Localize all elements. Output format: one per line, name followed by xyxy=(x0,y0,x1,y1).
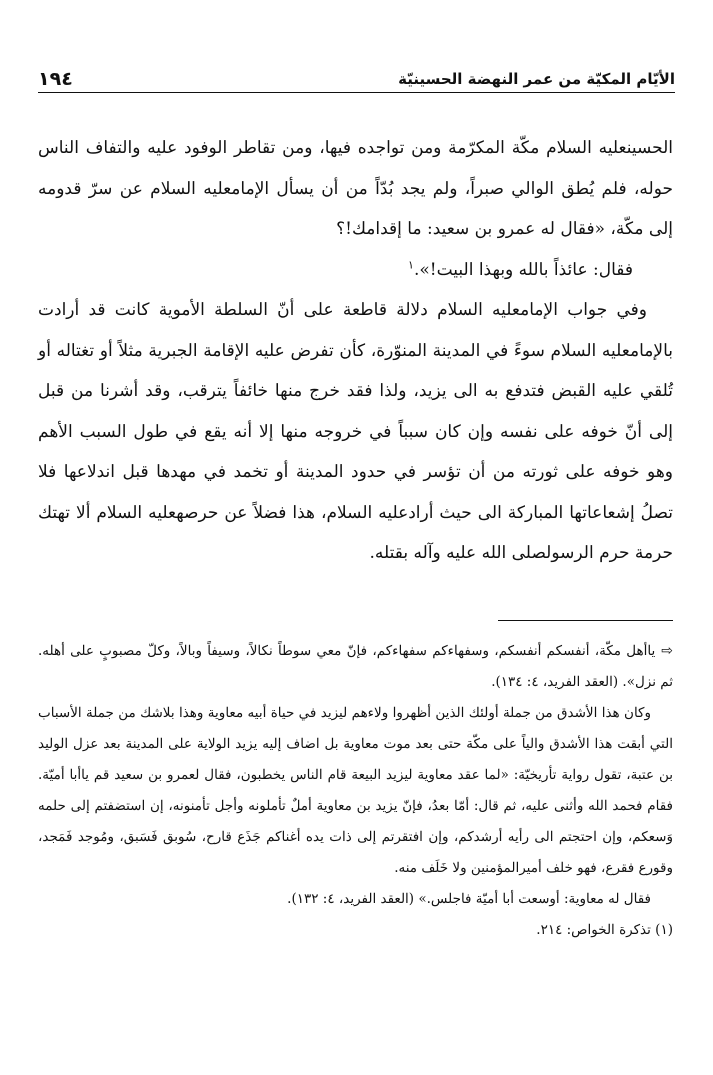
footnotes xyxy=(38,636,673,946)
footnote-text-1: ياأهل مكّة، أنفسكم أنفسكم، وسفهاءكم سفهاءكم، فإنّ معي سوطاً نكالاً، وسيفاً وبالاً، وكلّ مصبوبٍ على أهله. ثم نزل». (العقد الفريد، ٤: ١٣٤). xyxy=(38,643,673,690)
paragraph-1: الحسينعليه السلام مكّة المكرّمة ومن تواجده فيها، ومن تقاطر الوفود عليه والتفاف الناس حوله، فلم يُطق الوالي صبراً، ولم يجد بُدّاً من أن يسأل الإمامعليه السلام عن سرّ قدومه إلى مكّة، «فقال له عمرو بن سعيد: ما إقدامك!؟ xyxy=(38,138,673,239)
main-text xyxy=(38,128,673,574)
footnote-quote: فقال له معاوية: أوسعت أبا أميّة فاجلس.» (العقد الفريد، ٤: ١٣٢). xyxy=(287,891,651,907)
page-number: ١٩٤ xyxy=(38,68,73,90)
footnote-paragraph: وكان هذا الأشدق من جملة أولئك الذين أظهروا ولاءهم ليزيد في حياة أبيه معاوية وهذا بلاشك من جملة الأسباب التي أبقت هذا الأشدق والياً على مكّة حتى بعد موت معاوية بل اضاف إليه يزيد الولاية على المدينة بعد عزل الوليد بن عتبة، تقول رواية تأريخيّة: «لما عقد معاوية ليزيد البيعة قام الناس يخطبون، فقال لعمرو بن سعيد قم ياأبا أميّة. فقام فحمد الله وأثنى عليه، ثم قال: أمّا بعدُ، فإنّ يزيد بن معاوية أملٌ تأملونه وأجل تأمنونه، إن استضفتم إلى حلمه وَسعكم، وإن احتجتم الى رأيه أرشدكم، وإن افتقرتم إلى ذات يده أغناكم جَذَع قارح، سُوبق فَسَبق، ومُوجد فَمَجد، وقورع فقرع، فهو خلف أميرالمؤمنين ولا خَلَف منه. xyxy=(38,705,673,876)
footnote-1: (١) تذكرة الخواص: ٢١٤. xyxy=(536,922,673,938)
running-title: الأيّام المكيّة من عمر النهضة الحسينيّة xyxy=(398,70,675,88)
paragraph-2 xyxy=(38,250,673,291)
paragraph-3: وفي جواب الإمامعليه السلام دلالة قاطعة على أنّ السلطة الأموية كانت قد أرادت بالإمامعليه السلام سوءً في المدينة المنوّرة، كأن تفرض عليه الإقامة الجبرية مثلاً أو تغتاله أو تُلقي عليه القبض فتدفع به الى يزيد، ولذا فقد خرج منها خائفاً يترقب، وقد أشرنا من قبل إلى أنّ خوفه على نفسه وإن كان سبباً في خروجه منها إلا أنه يقع في طول السبب الأهم وهو خوفه على ثورته من أن تؤسر في حدود المدينة أو تخمد في مهدها قبل اندلاعها فلا تصلُ إشعاعاتها المباركة الى حيث أرادعليه السلام، هذا فضلاً عن حرصهعليه السلام ألا تهتك حرمة حرم الرسولصلى الله عليه وآله بقتله. xyxy=(38,300,673,563)
header-rule xyxy=(38,92,675,93)
page-header xyxy=(38,52,675,92)
continuation-arrow-icon: ⇨ xyxy=(661,643,673,659)
footnote-separator xyxy=(498,620,673,621)
footnote-continuation xyxy=(38,636,673,698)
quote-line: فقال: عائذاً بالله وبهذا البيت!». xyxy=(413,259,633,280)
footnote-reference: ١ xyxy=(408,257,414,271)
